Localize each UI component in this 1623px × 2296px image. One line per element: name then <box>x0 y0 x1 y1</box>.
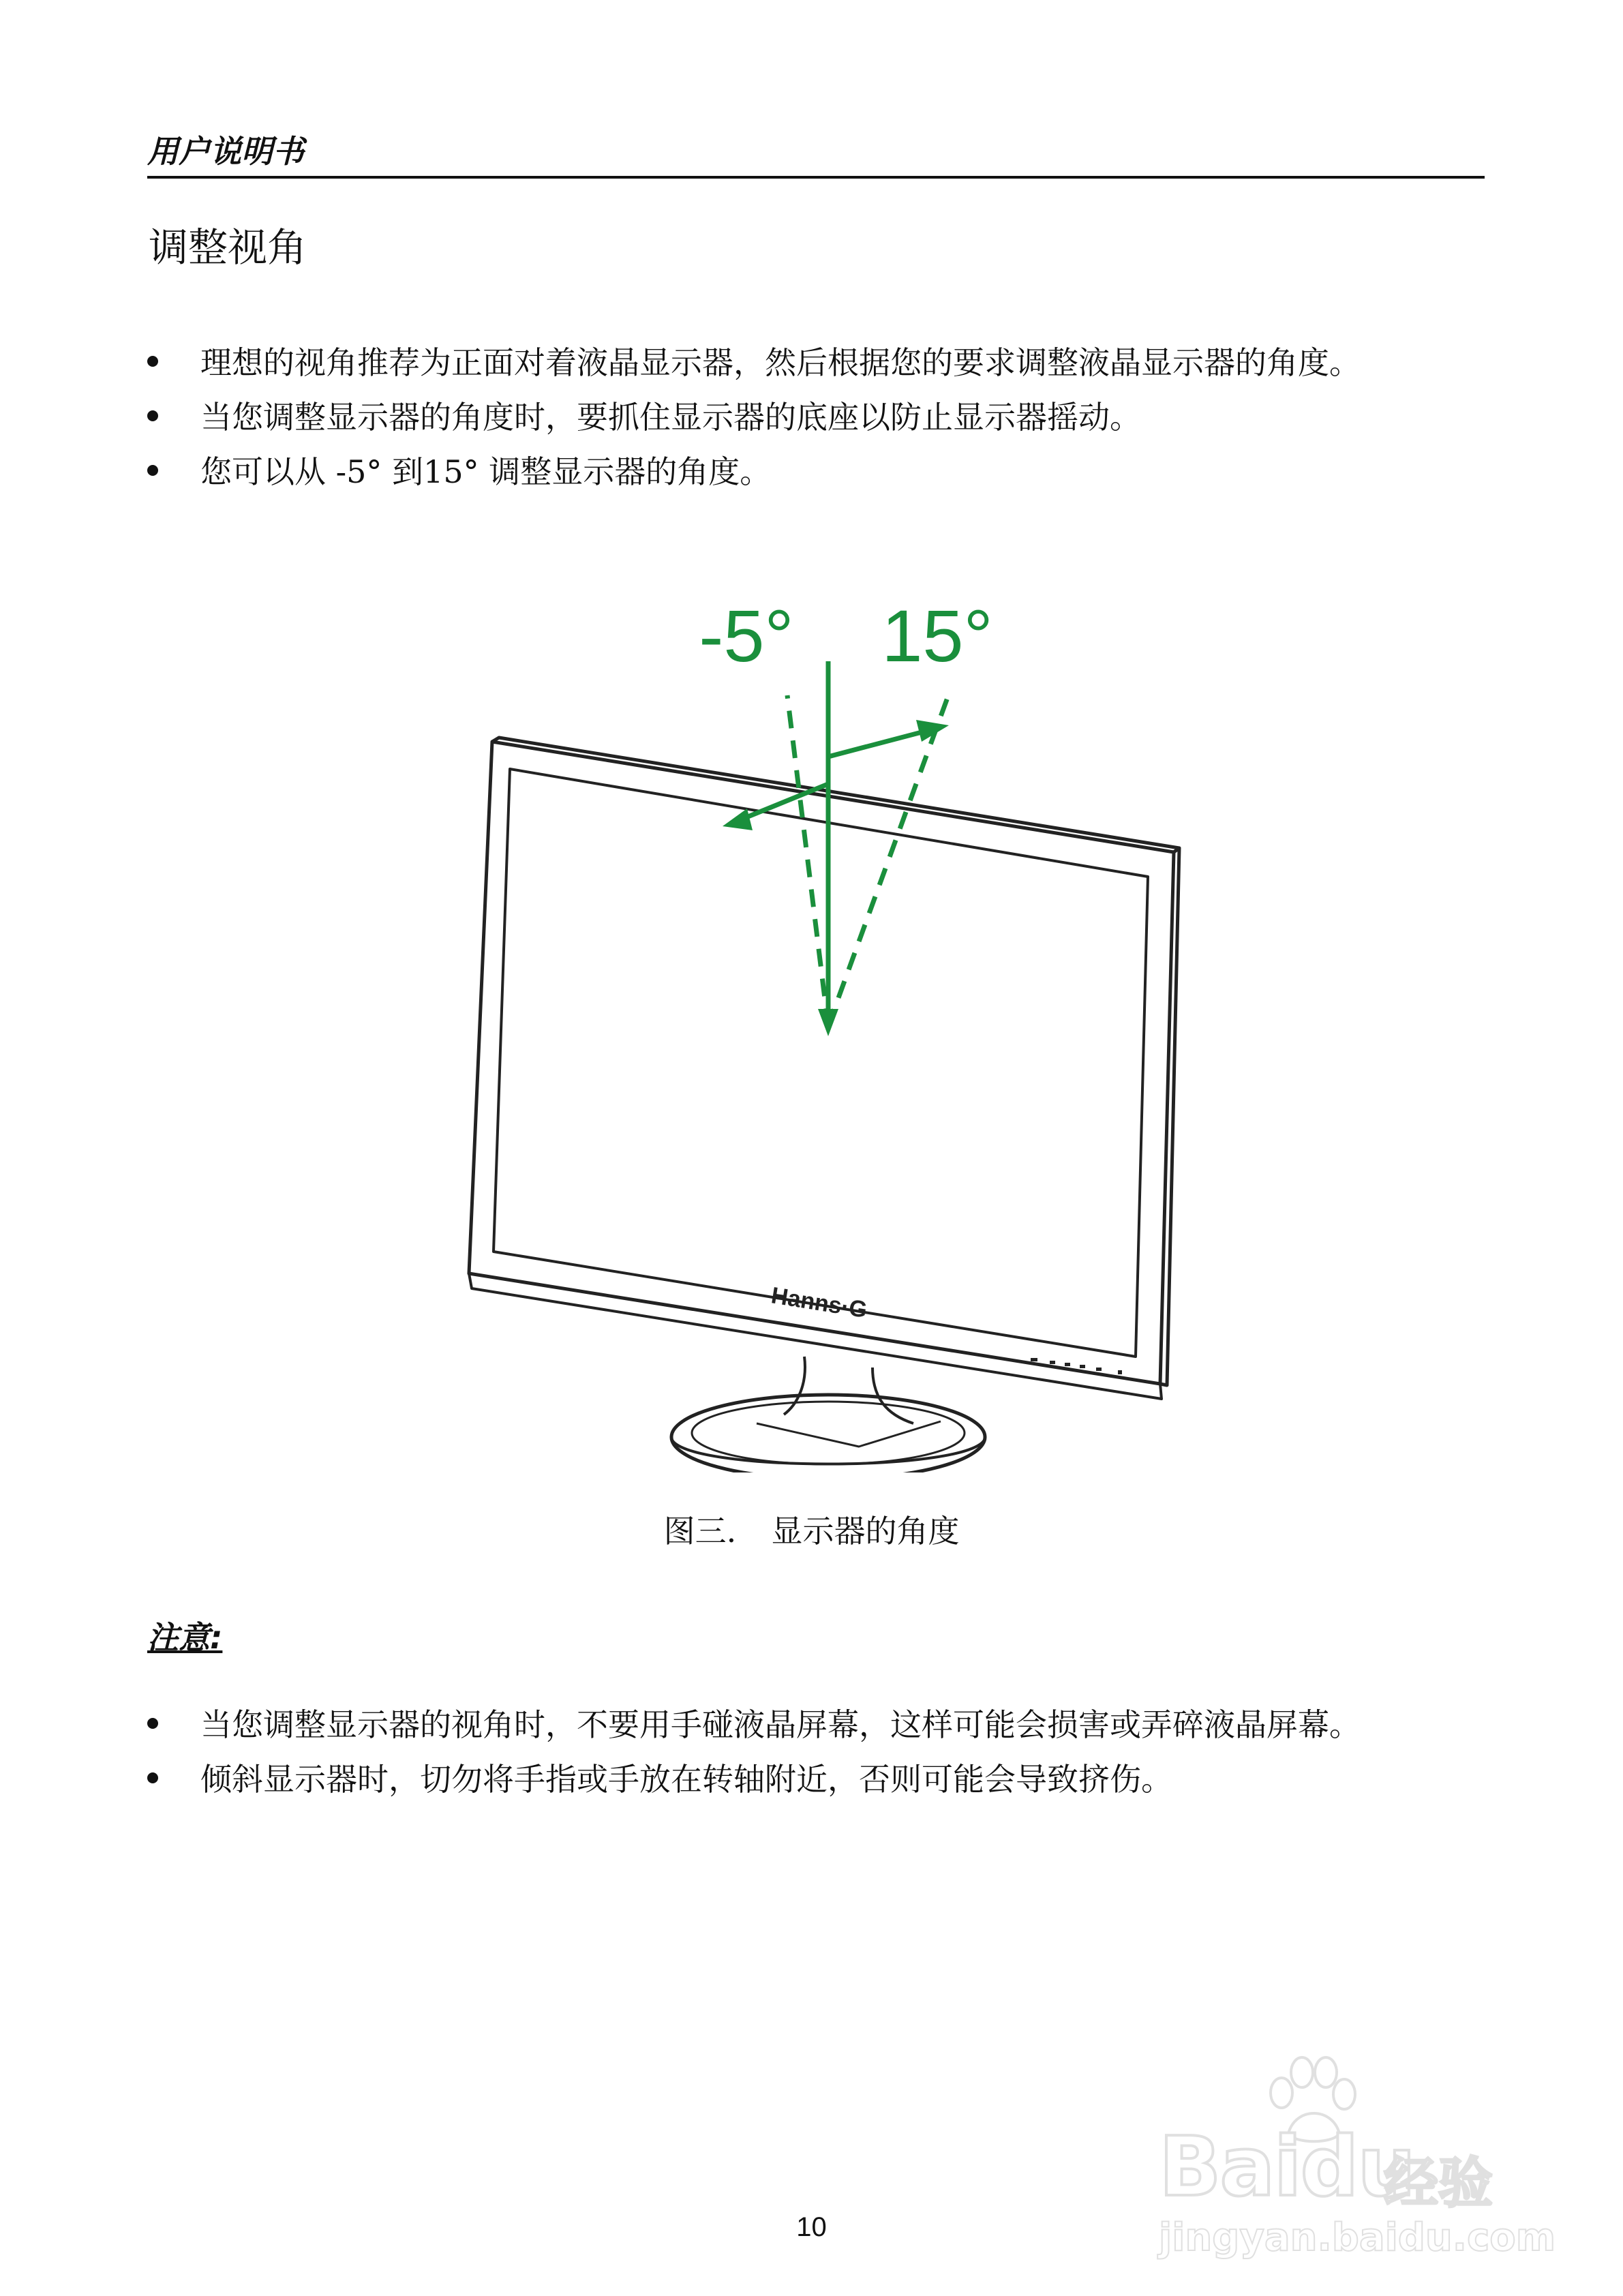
watermark-brand-cn: 经验 <box>1384 2151 1493 2215</box>
header-title: 用户说明书 <box>147 133 304 170</box>
list-item <box>147 444 1483 499</box>
bullet-icon <box>147 356 158 367</box>
figure-caption <box>0 1507 1623 1552</box>
list-item <box>147 1752 1483 1807</box>
monitor-icon <box>469 738 1179 1472</box>
monitor-tilt-figure <box>436 586 1186 1472</box>
note-heading: 注意: <box>147 1619 223 1656</box>
page-number: 10 <box>796 2212 827 2242</box>
minus5-guide-line <box>787 695 828 1026</box>
list-item-text: 您可以从 -5° 到15° 调整显示器的角度。 <box>200 453 772 490</box>
tilt-arrowheads <box>723 720 949 1036</box>
watermark-brand: Baidu <box>1159 2120 1414 2215</box>
list-item-text: 倾斜显示器时，切勿将手指或手放在转轴附近，否则可能会导致挤伤。 <box>200 1761 1172 1798</box>
bullet-icon <box>147 1772 158 1783</box>
watermark-url: jingyan.baidu.com <box>1159 2216 1556 2260</box>
angle-label-plus15: 15° <box>881 594 993 677</box>
down-arrow-icon <box>818 1009 838 1036</box>
bullet-icon <box>147 465 158 476</box>
monitor-brand-label: Hanns·G <box>769 1282 869 1323</box>
tilt-angle-diagram <box>736 661 949 1026</box>
bullet-icon <box>147 1718 158 1729</box>
instructions-list <box>147 335 1483 499</box>
backward-arrow-icon <box>723 809 753 830</box>
list-item-text: 理想的视角推荐为正面对着液晶显示器，然后根据您的要求调整液晶显示器的角度。 <box>200 344 1361 381</box>
list-item <box>147 1697 1483 1752</box>
section-title: 调整视角 <box>149 224 307 271</box>
note-list <box>147 1697 1483 1807</box>
list-item <box>147 390 1483 444</box>
monitor-illustration <box>436 586 1186 1472</box>
bullet-icon <box>147 410 158 421</box>
angle-label-minus5: -5° <box>699 594 794 677</box>
list-item-text: 当您调整显示器的视角时，不要用手碰液晶屏幕，这样可能会损害或弄碎液晶屏幕。 <box>200 1706 1361 1743</box>
caption-number: 图三. <box>663 1513 737 1550</box>
list-item-text: 当您调整显示器的角度时，要抓住显示器的底座以防止显示器摇动。 <box>200 399 1141 436</box>
list-item <box>147 335 1483 390</box>
plus15-guide-line <box>828 694 949 1026</box>
page-header <box>147 128 1485 179</box>
caption-text: 显示器的角度 <box>771 1513 960 1550</box>
